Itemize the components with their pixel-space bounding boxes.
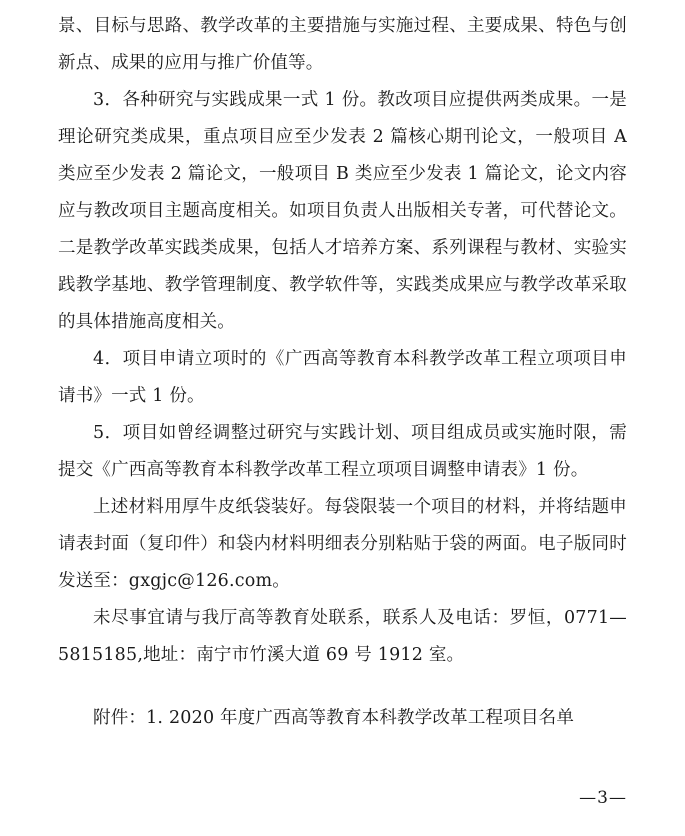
paragraph-continued: 景、目标与思路、教学改革的主要措施与实施过程、主要成果、特色与创新点、成果的应用与推广价值等。: [58, 16, 627, 73]
paragraph-materials-submission: 上述材料用厚牛皮纸袋装好。每袋限装一个项目的材料，并将结题申请表封面（复印件）和袋内材料明细表分别粘贴于袋的两面。电子版同时发送至：gxgjc@126.com。: [58, 497, 627, 591]
paragraph-item-5: 5．项目如曾经调整过研究与实践计划、项目组成员或实施时限，需提交《广西高等教育本科教学改革工程立项项目调整申请表》1 份。: [58, 423, 627, 480]
page-number: —3—: [579, 788, 627, 808]
paragraph-item-4: 4．项目申请立项时的《广西高等教育本科教学改革工程立项项目申请书》一式 1 份。: [58, 349, 627, 406]
paragraph-contact-info: 未尽事宜请与我厅高等教育处联系，联系人及电话：罗恒，0771—5815185,地址：南宁市竹溪大道 69 号 1912 室。: [58, 608, 627, 665]
paragraph-item-3: 3．各种研究与实践成果一式 1 份。教改项目应提供两类成果。一是理论研究类成果，重点项目应至少发表 2 篇核心期刊论文，一般项目 A 类应至少发表 2 篇论文，一般项目 B 类应至少发表 1 篇论文，论文内容应与教改项目主题高度相关。如项目负责人出版相关专著，可代替论文。二是教学改革实践类成果，包括人才培养方案、系列课程与教材、实验实践教学基地、教学管理制度、教学软件等，实践类成果应与教学改革采取的具体措施高度相关。: [58, 90, 627, 332]
paragraph-attachment-list: 附件：1. 2020 年度广西高等教育本科教学改革工程项目名单: [93, 708, 575, 728]
document-body: [58, 8, 627, 737]
paragraph-spacer: [58, 674, 627, 700]
